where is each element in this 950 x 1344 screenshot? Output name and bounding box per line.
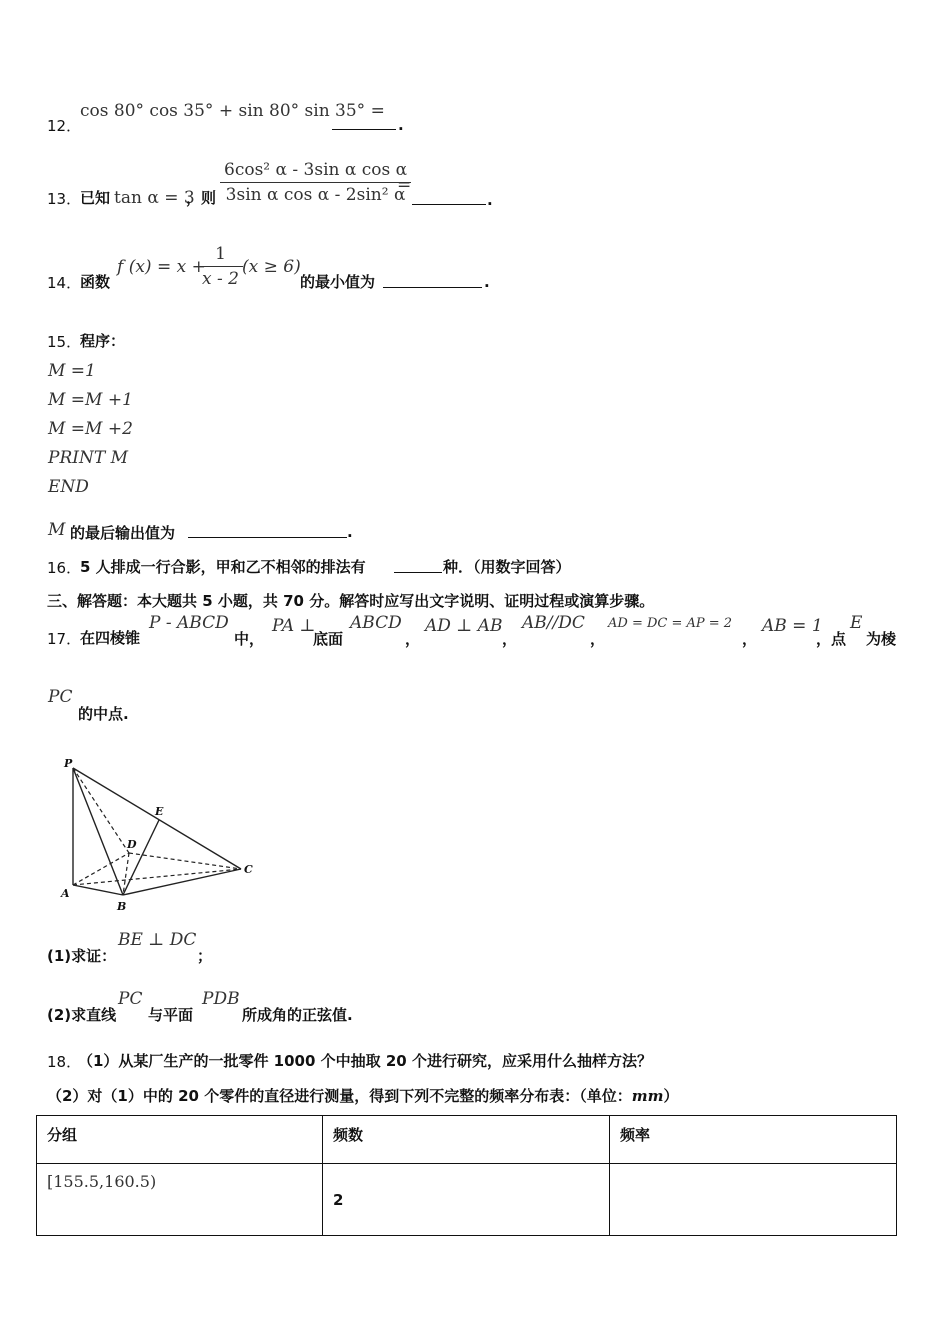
header-count: 频数: [323, 1116, 610, 1164]
q18-part1: （1）从某厂生产的一批零件 1000 个中抽取 20 个进行研究，应采用什么抽样方法？: [78, 1052, 652, 1070]
label-c: C: [244, 863, 253, 876]
q17-lengths: AD = DC = AP = 2: [608, 616, 733, 631]
q13-numerator: 6cos² α - 3sin α cos α: [220, 160, 411, 183]
q18-part2-unit: mm: [631, 1087, 664, 1105]
q17-comma-3: ，: [590, 630, 606, 648]
edge-dc: [129, 853, 241, 869]
q13-condition: tan α = 3: [114, 188, 195, 208]
q17-comma-4: ，: [742, 630, 758, 648]
q16-answer-blank[interactable]: [394, 558, 442, 577]
q13-mid: ，则: [186, 189, 217, 207]
q14-number: 14．: [47, 274, 82, 292]
program-line-3: M =M +2: [48, 419, 133, 439]
q16-number: 16．: [47, 559, 82, 577]
q14-frac-bottom: x - 2: [202, 269, 239, 289]
q17-base: ABCD: [350, 613, 402, 633]
header-frequency: 频率: [610, 1116, 897, 1164]
q15-result-var: M: [48, 520, 66, 540]
q16-suffix: 种．（用数字回答）: [443, 558, 571, 576]
q17-ab-parallel-dc: AB//DC: [522, 613, 585, 633]
q13-prefix: 已知: [80, 189, 111, 207]
label-b: B: [117, 900, 127, 913]
label-p: P: [64, 757, 73, 770]
q14-prefix: 函数: [80, 273, 111, 291]
cell-count: 2: [323, 1164, 610, 1236]
q14-answer-blank[interactable]: [383, 273, 482, 292]
pyramid-figure: [55, 755, 265, 915]
edge-ad: [73, 853, 129, 885]
program-line-5: END: [48, 477, 89, 497]
edge-pc: [73, 768, 241, 869]
q13-tail: .: [487, 191, 493, 209]
q13-answer-blank[interactable]: [412, 190, 486, 209]
edge-ab: [73, 885, 123, 895]
q18-number: 18．: [47, 1053, 82, 1071]
q17-part2-tail: 所成角的正弦值.: [242, 1006, 353, 1024]
q15-answer-blank[interactable]: [188, 523, 347, 542]
q17-weileng: 为棱: [866, 630, 897, 648]
q14-tail: .: [484, 273, 490, 291]
q17-part2-plane: PDB: [202, 989, 240, 1009]
edge-ac: [73, 869, 241, 885]
q17-ab-length: AB = 1: [762, 616, 823, 636]
q15-tail: .: [347, 523, 353, 541]
q12-number: 12．: [47, 117, 82, 135]
label-a: A: [61, 887, 70, 900]
q17-intro: 在四棱锥: [80, 629, 141, 647]
q18-part2: [47, 1085, 678, 1106]
q17-dian: ，点: [816, 630, 847, 648]
q17-pyramid: P - ABCD: [149, 613, 229, 633]
table-header-row: [37, 1116, 897, 1164]
frequency-table: [36, 1115, 897, 1236]
q15-result-text: 的最后输出值为: [70, 524, 176, 542]
q17-part1-expr: BE ⊥ DC: [118, 930, 197, 950]
q14-function: f (x) = x +: [117, 257, 206, 277]
q17-point-e: E: [850, 613, 863, 633]
edge-bc: [123, 869, 241, 895]
q17-comma-2: ，: [502, 630, 518, 648]
q12-expression: cos 80° cos 35° + sin 80° sin 35° =: [80, 101, 385, 121]
q13-denominator: 3sin α cos α - 2sin² α: [225, 185, 406, 205]
q13-equals: =: [397, 175, 412, 195]
table-row: [37, 1164, 897, 1236]
q17-zhongdian: 的中点.: [78, 705, 129, 723]
header-group: 分组: [37, 1116, 323, 1164]
program-line-4: PRINT M: [48, 448, 128, 468]
cell-group: [155.5,160.5): [37, 1164, 323, 1236]
q17-zhong: 中，: [234, 630, 265, 648]
q17-edge-pc: PC: [48, 687, 73, 707]
q17-part2-label: (2)求直线: [47, 1006, 117, 1024]
q17-dimian: 底面: [313, 630, 344, 648]
label-e: E: [155, 805, 164, 818]
q17-part1-tail: ；: [197, 947, 213, 965]
q12-answer-blank[interactable]: [332, 115, 396, 134]
q14-fraction: [198, 244, 243, 289]
q17-number: 17．: [47, 630, 82, 648]
q18-part2-suffix: ）: [663, 1087, 679, 1105]
q17-comma-1: ，: [405, 630, 421, 648]
q16-text: 5 人排成一行合影，甲和乙不相邻的排法有: [80, 558, 366, 576]
q17-ad-perp-ab: AD ⊥ AB: [425, 616, 503, 636]
program-line-1: M =1: [48, 361, 96, 381]
q17-part1-label: (1)求证：: [47, 947, 117, 965]
edge-pb: [73, 768, 123, 895]
q17-part2-mid: 与平面: [148, 1006, 194, 1024]
q14-suffix: 的最小值为: [300, 273, 376, 291]
q13-fraction: [220, 160, 411, 205]
edge-be: [123, 820, 159, 895]
q18-part2-prefix: （2）对（1）中的 20 个零件的直径进行测量，得到下列不完整的频率分布表：（单位：: [47, 1087, 632, 1105]
q15-prefix: 程序：: [80, 332, 126, 350]
q17-pa-perp: PA ⊥: [272, 616, 316, 636]
q13-number: 13．: [47, 190, 82, 208]
cell-frequency[interactable]: [610, 1164, 897, 1236]
section-3-title: 三、解答题：本大题共 5 小题，共 70 分。解答时应写出文字说明、证明过程或演算步骤。: [47, 592, 655, 610]
q14-domain: (x ≥ 6): [242, 257, 301, 277]
q12-tail: .: [398, 116, 404, 134]
q14-frac-top: 1: [198, 244, 243, 267]
program-line-2: M =M +1: [48, 390, 133, 410]
q17-part2-line: PC: [118, 989, 143, 1009]
q15-number: 15．: [47, 333, 82, 351]
label-d: D: [127, 838, 137, 851]
